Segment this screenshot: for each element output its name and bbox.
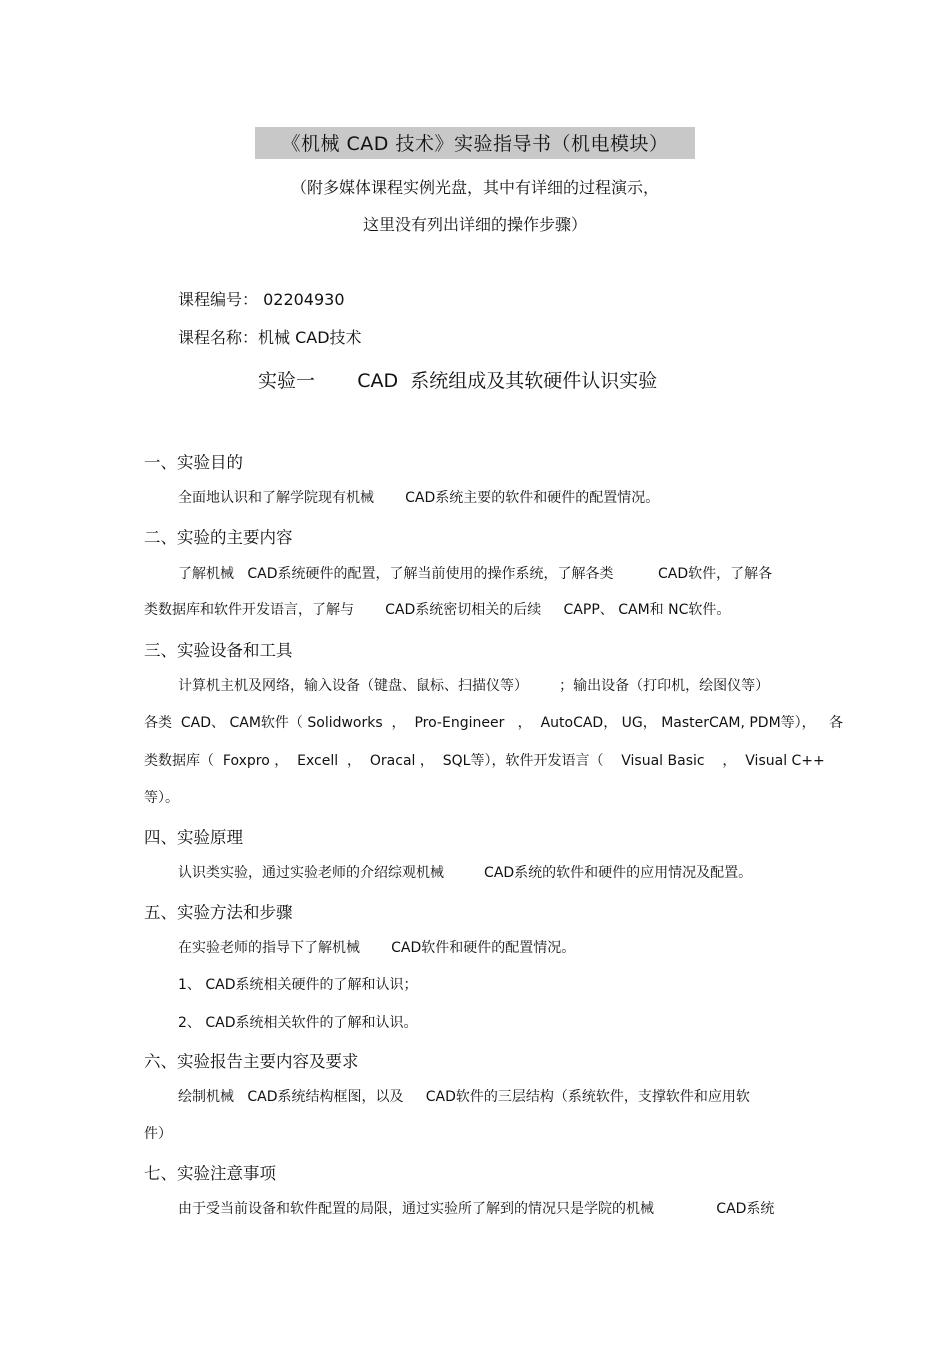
paragraph-line: 类数据库和软件开发语言，了解与 CAD系统密切相关的后续 CAPP、 CAM和 NC软件。: [144, 602, 731, 618]
paragraph-line: 类数据库（ Foxpro ， Excell ， Oracal ， SQL等），软件开发语言（ Visual Basic ， Visual C++: [144, 753, 825, 769]
paragraph-line: 件）: [144, 1126, 172, 1142]
paragraph-line: 绘制机械 CAD系统结构框图，以及 CAD软件的三层结构（系统软件，支撑软件和应用软: [178, 1089, 750, 1105]
section-heading-purpose: 一、实验目的: [144, 453, 243, 472]
section-heading-report: 六、实验报告主要内容及要求: [144, 1052, 359, 1071]
paragraph-line: 等）。: [144, 790, 179, 806]
paragraph-line: 在实验老师的指导下了解机械 CAD软件和硬件的配置情况。: [178, 940, 576, 956]
paragraph-line: 由于受当前设备和软件配置的局限，通过实验所了解到的情况只是学院的机械 CAD系统: [178, 1201, 775, 1217]
paragraph-line: 了解机械 CAD系统硬件的配置，了解当前使用的操作系统，了解各类 CAD软件，了解各: [178, 566, 773, 582]
section-heading-equipment: 三、实验设备和工具: [144, 641, 293, 660]
subtitle-line-1: （附多媒体课程实例光盘，其中有详细的过程演示，: [290, 178, 659, 197]
course-name: 课程名称：机械 CAD技术: [178, 328, 362, 347]
section-heading-notes: 七、实验注意事项: [144, 1164, 276, 1183]
paragraph-line: 全面地认识和了解学院现有机械 CAD系统主要的软件和硬件的配置情况。: [178, 490, 660, 506]
title-block: [0, 127, 950, 159]
list-item: 2、 CAD系统相关软件的了解和认识。: [178, 1015, 418, 1031]
paragraph-line: 计算机主机及网络，输入设备（键盘、鼠标、扫描仪等） ；输出设备（打印机，绘图仪等）: [178, 678, 770, 694]
section-heading-content: 二、实验的主要内容: [144, 528, 293, 547]
section-heading-method: 五、实验方法和步骤: [144, 903, 293, 922]
course-code: 课程编号： 02204930: [178, 290, 345, 309]
section-heading-principle: 四、实验原理: [144, 828, 243, 847]
document-title: 《机械 CAD 技术》实验指导书（机电模块）: [255, 127, 695, 159]
experiment-title: 实验一 CAD 系统组成及其软硬件认识实验: [258, 370, 658, 392]
list-item: 1、 CAD系统相关硬件的了解和认识；: [178, 977, 418, 993]
paragraph-line: 各类 CAD、 CAM软件（ Solidworks ， Pro-Engineer ， AutoCAD， UG， MasterCAM, PDM等）， 各: [144, 715, 844, 731]
subtitle-line-2: 这里没有列出详细的操作步骤）: [362, 215, 587, 234]
paragraph-line: 认识类实验，通过实验老师的介绍综观机械 CAD系统的软件和硬件的应用情况及配置。: [178, 865, 753, 881]
